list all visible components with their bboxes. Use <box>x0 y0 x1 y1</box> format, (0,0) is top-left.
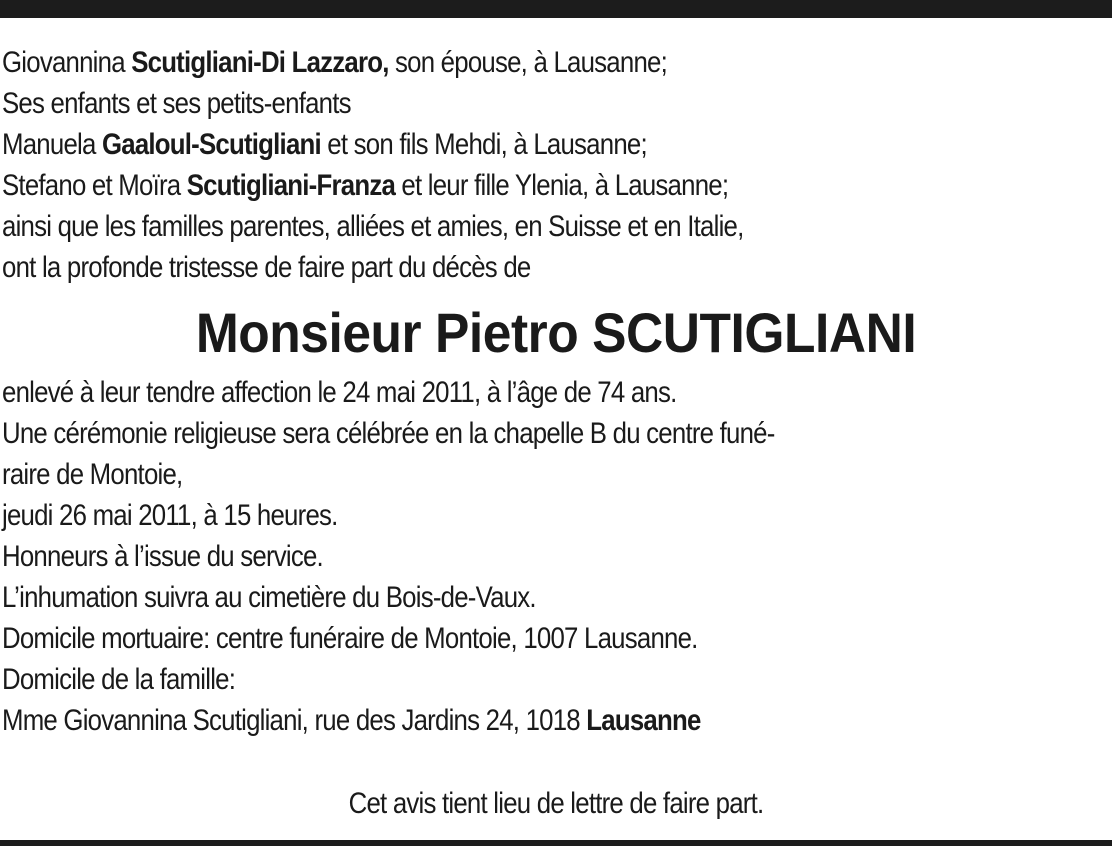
detail-line: enlevé à leur tendre affection le 24 mai 2011, à l’âge de 74 ans. <box>2 376 677 409</box>
bottom-border-rule <box>0 840 1112 846</box>
detail-line: Honneurs à l’issue du service. <box>2 540 323 573</box>
family-section <box>2 42 1110 288</box>
detail-line: jeudi 26 mai 2011, à 15 heures. <box>2 499 338 532</box>
detail-line: Domicile de la famille: <box>2 663 236 696</box>
family-surname: Gaaloul-Scutigliani <box>101 128 321 161</box>
family-line: ont la profonde tristesse de faire part du décès de <box>2 251 531 284</box>
death-notice <box>2 42 1110 741</box>
detail-line: Une cérémonie religieuse sera célébrée en la chapelle B du centre funé- <box>2 417 775 450</box>
family-line: Giovannina Scutigliani-Di Lazzaro, son épouse, à Lausanne; <box>2 46 667 79</box>
details-section <box>2 372 1110 741</box>
detail-line: Domicile mortuaire: centre funéraire de Montoie, 1007 Lausanne. <box>2 622 698 655</box>
top-border-rule <box>0 0 1112 18</box>
detail-line: raire de Montoie, <box>2 458 183 491</box>
family-line: ainsi que les familles parentes, alliées et amies, en Suisse et en Italie, <box>2 210 744 243</box>
family-surname: Scutigliani-Di Lazzaro, <box>131 46 389 79</box>
family-line: Manuela Gaaloul-Scutigliani et son fils Mehdi, à Lausanne; <box>2 128 647 161</box>
family-line: Stefano et Moïra Scutigliani-Franza et leur fille Ylenia, à Lausanne; <box>2 169 729 202</box>
family-line: Ses enfants et ses petits-enfants <box>2 87 351 120</box>
deceased-name: Monsieur Pietro SCUTIGLIANI <box>195 301 917 364</box>
detail-line: L’inhumation suivra au cimetière du Bois-de-Vaux. <box>2 581 536 614</box>
closing-note: Cet avis tient lieu de lettre de faire part. <box>348 787 764 820</box>
family-address-line: Mme Giovannina Scutigliani, rue des Jardins 24, 1018 Lausanne <box>2 704 701 737</box>
family-surname: Scutigliani-Franza <box>186 169 396 202</box>
address-city: Lausanne <box>586 704 701 737</box>
